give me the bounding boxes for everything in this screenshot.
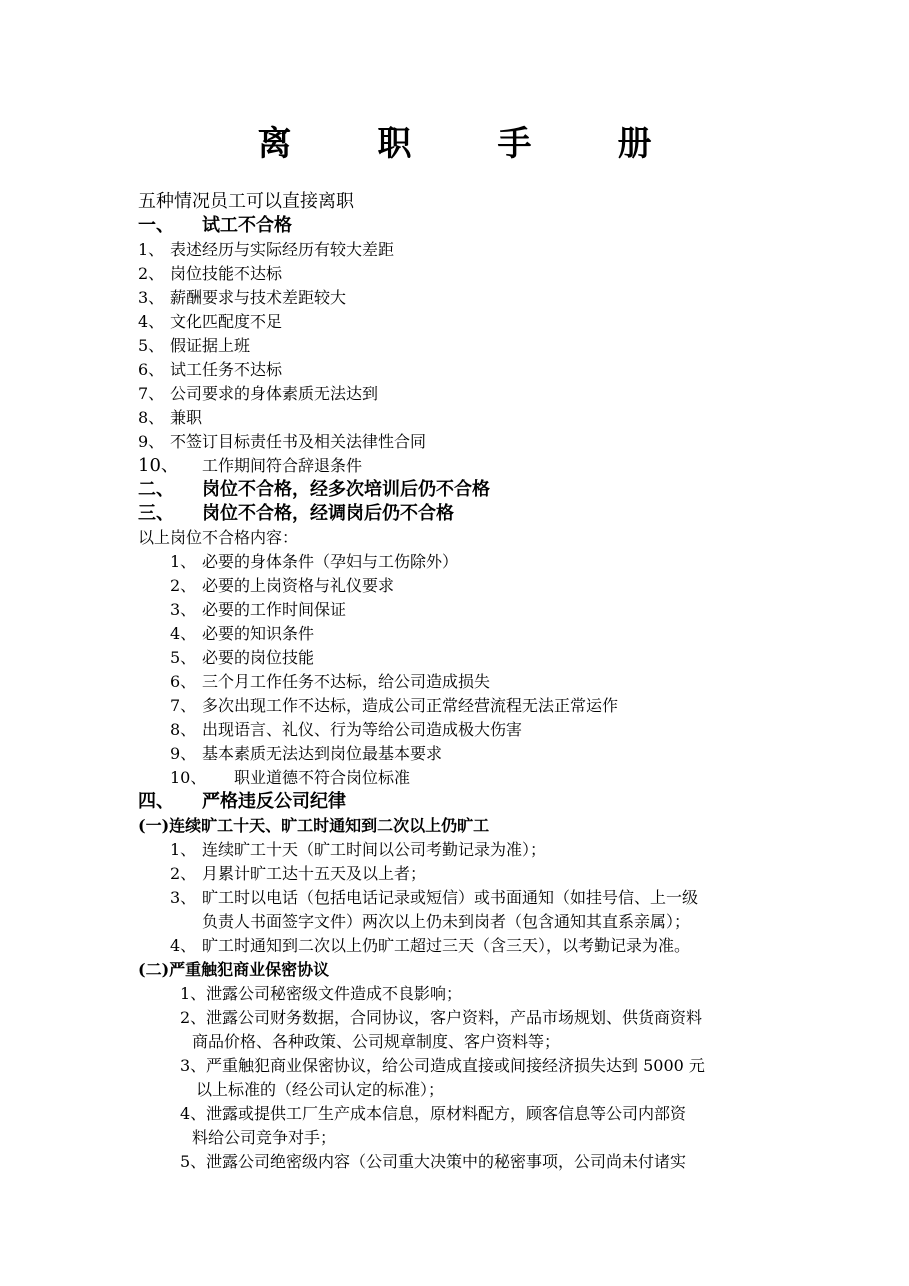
item-number: 5、 <box>180 1152 207 1171</box>
list-item <box>170 766 410 790</box>
list-item <box>180 1006 702 1030</box>
item-number: 1、 <box>180 984 207 1003</box>
item-text: 必要的上岗资格与礼仪要求 <box>202 576 395 595</box>
item-text: 连续旷工十天（旷工时间以公司考勤记录为准）； <box>202 840 547 859</box>
item-text: 月累计旷工达十五天及以上者； <box>202 864 427 883</box>
item-number: 7、 <box>138 384 165 403</box>
list-item <box>180 1102 686 1126</box>
item-text: 泄露公司绝密级内容（公司重大决策中的秘密事项，公司尚未付诸实 <box>206 1152 687 1171</box>
item-number: 2、 <box>138 264 165 283</box>
list-item <box>170 550 458 574</box>
list-item <box>138 454 362 478</box>
list-item <box>138 430 426 454</box>
list-item <box>138 310 282 334</box>
list-item <box>138 406 202 430</box>
section-3-intro: 以上岗位不合格内容： <box>138 528 299 547</box>
list-item <box>170 646 314 670</box>
section-label: 岗位不合格，经多次培训后仍不合格 <box>202 479 490 500</box>
page-title: 离 职 手 册 <box>257 124 678 164</box>
item-text: 不签订目标责任书及相关法律性合同 <box>170 432 427 451</box>
section-3-heading <box>138 502 454 526</box>
section-number: 一、 <box>138 215 174 236</box>
item-number: 3、 <box>170 888 197 907</box>
item-text: 假证据上班 <box>170 336 251 355</box>
item-text: 多次出现工作不达标，造成公司正常经营流程无法正常运作 <box>202 696 619 715</box>
item-text: 职业道德不符合岗位标准 <box>234 768 411 787</box>
item-text: 公司要求的身体素质无法达到 <box>170 384 379 403</box>
list-item <box>170 718 522 742</box>
item-number: 2、 <box>170 576 197 595</box>
list-item <box>170 598 346 622</box>
list-item <box>138 334 250 358</box>
item-number: 10、 <box>170 768 207 787</box>
item-text: 试工任务不达标 <box>170 360 283 379</box>
list-item <box>180 1150 686 1174</box>
item-text: 泄露公司财务数据，合同协议，客户资料，产品市场规划、供货商资料 <box>206 1008 703 1027</box>
item-text: 岗位技能不达标 <box>170 264 283 283</box>
item-number: 10、 <box>138 455 179 476</box>
item-text: 必要的身体条件（孕妇与工伤除外） <box>202 552 459 571</box>
section-number: 四、 <box>138 791 174 812</box>
list-item <box>180 982 462 1006</box>
item-number: 3、 <box>180 1056 207 1075</box>
item-text: 必要的岗位技能 <box>202 648 315 667</box>
section-label: 岗位不合格，经调岗后仍不合格 <box>202 503 454 524</box>
section-1-heading <box>138 214 292 238</box>
item-number: 1、 <box>170 840 197 859</box>
item-number: 6、 <box>170 672 197 691</box>
item-text: 出现语言、礼仪、行为等给公司造成极大伤害 <box>202 720 523 739</box>
list-item-continuation: 料给公司竞争对手； <box>192 1128 337 1147</box>
item-number: 7、 <box>170 696 197 715</box>
item-number: 8、 <box>138 408 165 427</box>
list-item <box>138 382 378 406</box>
section-2-heading <box>138 478 490 502</box>
item-number: 9、 <box>138 432 165 451</box>
item-number: 5、 <box>138 336 165 355</box>
item-text: 泄露或提供工厂生产成本信息，原材料配方，顾客信息等公司内部资 <box>206 1104 687 1123</box>
list-item <box>138 358 282 382</box>
section-number: 三、 <box>138 503 174 524</box>
item-text: 三个月工作任务不达标，给公司造成损失 <box>202 672 491 691</box>
item-number: 4、 <box>170 936 197 955</box>
item-text: 旷工时通知到二次以上仍旷工超过三天（含三天），以考勤记录为准。 <box>202 936 691 955</box>
item-text: 薪酬要求与技术差距较大 <box>170 288 347 307</box>
subsection-b-heading: (二)严重触犯商业保密协议 <box>138 960 330 979</box>
item-text: 表述经历与实际经历有较大差距 <box>170 240 395 259</box>
list-item <box>170 670 490 694</box>
item-text: 必要的工作时间保证 <box>202 600 347 619</box>
list-item-continuation: 负责人书面签字文件）两次以上仍未到岗者（包含通知其直系亲属）； <box>202 912 691 931</box>
item-number: 3、 <box>170 600 197 619</box>
item-number: 5、 <box>170 648 197 667</box>
list-item <box>170 622 314 646</box>
item-text: 泄露公司秘密级文件造成不良影响； <box>206 984 463 1003</box>
item-text: 兼职 <box>170 408 203 427</box>
list-item <box>138 286 346 310</box>
item-number: 3、 <box>138 288 165 307</box>
list-item <box>170 934 690 958</box>
section-label: 试工不合格 <box>202 215 292 236</box>
intro-line: 五种情况员工可以直接离职 <box>138 191 354 212</box>
list-item <box>170 574 394 598</box>
item-text: 工作期间符合辞退条件 <box>202 456 363 475</box>
list-item <box>170 694 618 718</box>
item-number: 1、 <box>138 240 165 259</box>
item-number: 6、 <box>138 360 165 379</box>
item-text: 严重触犯商业保密协议，给公司造成直接或间接经济损失达到 5000 元 <box>206 1056 705 1075</box>
list-item-continuation: 以上标准的（经公司认定的标准）； <box>196 1080 445 1099</box>
section-number: 二、 <box>138 479 174 500</box>
item-number: 4、 <box>170 624 197 643</box>
item-number: 4、 <box>180 1104 207 1123</box>
item-number: 4、 <box>138 312 165 331</box>
item-number: 2、 <box>180 1008 207 1027</box>
section-4-heading <box>138 790 346 814</box>
list-item-continuation: 商品价格、各种政策、公司规章制度、客户资料等； <box>192 1032 561 1051</box>
item-number: 9、 <box>170 744 197 763</box>
item-number: 8、 <box>170 720 197 739</box>
item-text: 必要的知识条件 <box>202 624 315 643</box>
item-text: 旷工时以电话（包括电话记录或短信）或书面通知（如挂号信、上一级 <box>202 888 699 907</box>
list-item <box>170 886 698 910</box>
list-item <box>180 1054 705 1078</box>
item-text: 基本素质无法达到岗位最基本要求 <box>202 744 443 763</box>
item-number: 1、 <box>170 552 197 571</box>
list-item <box>138 238 394 262</box>
item-number: 2、 <box>170 864 197 883</box>
section-label: 严格违反公司纪律 <box>202 791 346 812</box>
item-text: 文化匹配度不足 <box>170 312 283 331</box>
list-item <box>170 742 442 766</box>
list-item <box>170 862 426 886</box>
list-item <box>138 262 282 286</box>
list-item <box>170 838 546 862</box>
subsection-a-heading: (一)连续旷工十天、旷工时通知到二次以上仍旷工 <box>138 816 490 835</box>
